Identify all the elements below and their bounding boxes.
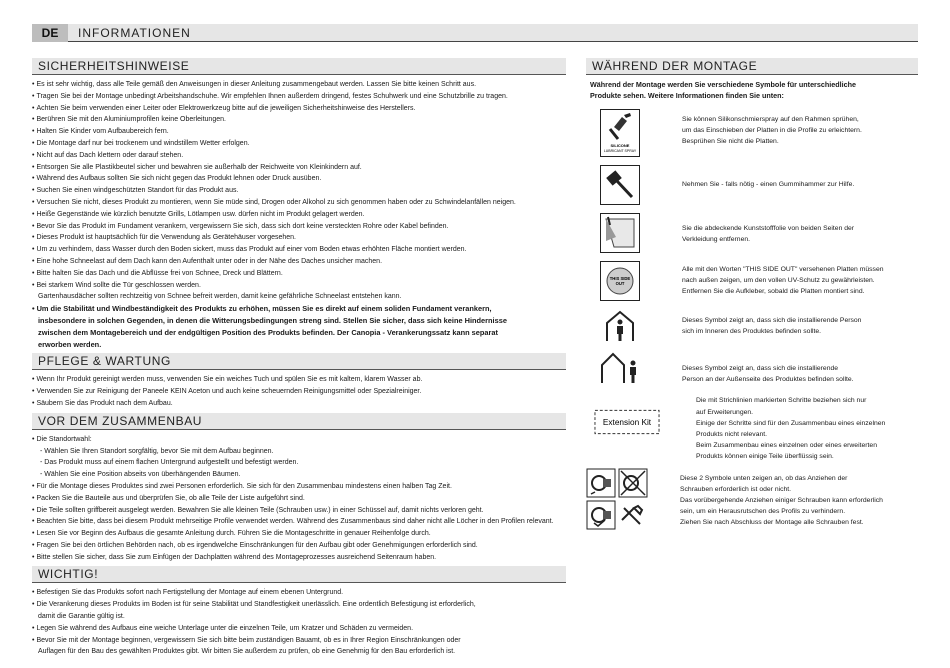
extension-kit-icon <box>594 395 660 435</box>
list-item: damit die Garantie gültig ist. <box>38 613 125 621</box>
symbol-row-hammer <box>586 165 918 205</box>
list-item: • Lesen Sie vor Beginn des Aufbaus die gesamte Anleitung durch. Führen Sie die Montageschritte in genauer Reihenfolge durch. <box>32 528 566 540</box>
symbol-row-person-outside <box>586 351 918 385</box>
list-item: • Achten Sie beim verwenden einer Leiter oder Elektrowerkzeug bitte auf die jeweiligen Sicherheitshinweise des Herstellers. <box>32 103 566 115</box>
list-item: insbesondere in solchen Gegenden, in denen die Witterungsbedingungen streng sind. Stellen Sie sicher, dass sich keine Hindernisse <box>38 315 507 325</box>
list-item: • Bitte stellen Sie sicher, dass Sie zum Einfügen der Dachplatten während des Montageprozesses ausreichend Seitenraum haben. <box>32 552 566 564</box>
list-item: • Fragen Sie bei den örtlichen Behörden nach, ob es irgendwelche Einschränkungen für den Aufbau gibt oder Genehmigungen erforderlich sind. <box>32 540 566 552</box>
page-title: INFORMATIONEN <box>78 25 191 40</box>
svg-text:Extension Kit: Extension Kit <box>602 418 652 428</box>
list-item: • Die Verankerung dieses Produkts im Boden ist für seine Stabilität und Standfestigkeit unerlässlich. Eine ordentlich Befestigung ist erforderlich, <box>32 599 566 611</box>
care-list <box>32 374 566 409</box>
right-column <box>586 58 918 530</box>
symbol-text-screws: Diese 2 Symbole unten zeigen an, ob das Anziehen der Schrauben erforderlich ist oder nicht. Das vorübergehende Anziehen einiger Schrauben kann erforderlich sein, um ein Herausrutschen des Profils zu verhindern. Ziehen Sie nach Abschluss der Montage alle Schrauben fest. <box>680 474 883 527</box>
symbol-row-screws <box>586 468 918 530</box>
list-item: • Bevor Sie mit der Montage beginnen, vergewissern Sie sich bitte beim zuständigen Bauamt, ob es in Ihrer Region Einschränkungen oder <box>32 635 566 647</box>
section-title-care: PFLEGE & WARTUNG <box>32 353 566 370</box>
protective-film-icon <box>598 213 642 253</box>
before-assembly-list <box>32 434 566 564</box>
list-item: • Packen Sie die Bauteile aus und überprüfen Sie, ob alle Teile der Liste aufgeführt sind. <box>32 493 566 505</box>
silicone-spray-icon <box>598 109 642 157</box>
list-item: zwischen dem Montagebereich und der endgültigen Position des Produkts befinden. Der Canopia - Verankerungssatz kann separat <box>38 327 498 337</box>
list-item: • Tragen Sie bei der Montage unbedingt Arbeitshandschuhe. Wir empfehlen Ihnen außerdem dringend, festes Schuhwerk und eine Schutzbrille zu tragen. <box>32 91 566 103</box>
section-title-before-assembly: VOR DEM ZUSAMMENBAU <box>32 413 566 430</box>
list-item: • Versuchen Sie nicht, dieses Produkt zu montieren, wenn Sie müde sind, Drogen oder Alkohol zu sich genommen haben oder zu Schwindelanfällen neigen. <box>32 197 566 209</box>
list-item: • Säubern Sie das Produkt nach dem Aufbau. <box>32 398 566 410</box>
important-list <box>32 587 566 658</box>
list-item: • Die Teile sollten griffbereit ausgelegt werden. Bewahren Sie alle kleinen Teile (Schrauben usw.) in einer Schüssel auf, damit nichts verloren geht. <box>32 505 566 517</box>
header-bar <box>32 24 918 42</box>
symbol-text-this-side-out: Alle mit den Worten "THIS SIDE OUT" versehenen Platten müssen nach außen zeigen, um den vollen UV-Schutz zu gewährleisten. Entfernen Sie die Aufkleber, sobald die Platten montiert sind. <box>682 266 884 296</box>
list-item: • Berühren Sie mit den Aluminiumprofilen keine Oberleitungen. <box>32 114 566 126</box>
list-item: • Suchen Sie einen windgeschützten Standort für das Produkt aus. <box>32 185 566 197</box>
svg-text:SILICONE: SILICONE <box>610 143 630 148</box>
section-title-during-assembly: WÄHREND DER MONTAGE <box>586 58 918 75</box>
person-outside-icon <box>598 351 642 385</box>
symbol-text-hammer: Nehmen Sie - falls nötig - einen Gummihammer zur Hilfe. <box>682 181 855 188</box>
list-item: Auflagen für den Bau des gewählten Produktes gibt. Wir bitten Sie außerdem zu prüfen, ob eine Genehmig für den Bau erforderlich ist. <box>38 648 456 656</box>
list-item: • Legen Sie während des Aufbaus eine weiche Unterlage unter die einzelnen Teile, um Kratzer und Schäden zu vermeiden. <box>32 623 566 635</box>
list-item: Gartenhausdächer sollten rechtzeitig von Schnee befreit werden, damit keine gefährliche Schneelast entstehen kann. <box>38 293 402 301</box>
list-item: • Bei starkem Wind sollte die Tür geschlossen werden. <box>32 280 566 292</box>
symbol-text-person-outside: Dieses Symbol zeigt an, dass sich die installierende Person an der Außenseite des Produktes befinden sollte. <box>682 365 854 384</box>
section-title-safety: SICHERHEITSHINWEISE <box>32 58 566 75</box>
list-item: • Befestigen Sie das Produkts sofort nach Fertigstellung der Montage auf einem ebenen Untergrund. <box>32 587 566 599</box>
symbols-intro: Während der Montage werden Sie verschiedene Symbole für unterschiedliche Produkte sehen. Weitere Informationen finden Sie unten: <box>590 80 857 100</box>
list-item: • Für die Montage dieses Produktes sind zwei Personen erforderlich. Sie sich für den Zusammenbau mindestens einen halben Tag Zeit. <box>32 481 566 493</box>
symbol-text-person-inside: Dieses Symbol zeigt an, dass sich die installierende Person sich im Inneren des Produktes befinden sollte. <box>682 317 862 336</box>
list-item: erworben werden. <box>38 339 102 349</box>
symbol-row-extension-kit <box>586 395 918 462</box>
list-item: • Bitte halten Sie das Dach und die Abflüsse frei von Schnee, Dreck und Blättern. <box>32 268 566 280</box>
list-item: - Das Produkt muss auf einem flachen Untergrund aufgestellt und befestigt werden. <box>40 459 299 467</box>
list-item: • Die Standortwahl: <box>32 434 566 446</box>
left-column <box>32 58 566 658</box>
symbol-text-film: Sie die abdeckende Kunststofffolie von beiden Seiten der Verkleidung entfernen. <box>682 225 855 244</box>
list-item: - Wählen Sie Ihren Standort sorgfältig, bevor Sie mit dem Aufbau beginnen. <box>40 447 274 455</box>
symbol-row-silicone <box>586 109 918 157</box>
list-item: • Um zu verhindern, dass Wasser durch den Boden sickert, muss das Produkt auf einer vom Boden etwas erhöhten Fläche montiert werden. <box>32 244 566 256</box>
list-item: - Wählen Sie eine Position abseits von überhängenden Bäumen. <box>40 471 241 479</box>
person-inside-icon <box>598 309 642 343</box>
section-title-important: WICHTIG! <box>32 566 566 583</box>
list-item: • Bevor Sie das Produkt im Fundament verankern, vergewissern Sie sich, dass sich dort keine versteckten Rohre oder Kabel befinden. <box>32 221 566 233</box>
list-item: • Während des Aufbaus sollten Sie sich nicht gegen das Produkt lehnen oder Druck ausüben. <box>32 173 566 185</box>
symbol-row-this-side-out <box>586 261 918 301</box>
list-item: • Dieses Produkt ist hauptsächlich für die Verwendung als Gerätehäuser vorgesehen. <box>32 232 566 244</box>
list-item: • Wenn Ihr Produkt gereinigt werden muss, verwenden Sie ein weiches Tuch und spülen Sie es mit kaltem, klarem Wasser ab. <box>32 374 566 386</box>
list-item: • Es ist sehr wichtig, dass alle Teile gemäß den Anweisungen in dieser Anleitung zusammengebaut werden. Lassen Sie bitte keinen Schritt aus. <box>32 79 566 91</box>
rubber-hammer-icon <box>598 165 642 205</box>
list-item: • Beachten Sie bitte, dass bei diesem Produkt mehrseitige Profile verwendet werden. Während des Zusammenbaus sind daher nicht alle Löcher in den Profilen relevant. <box>32 516 566 528</box>
symbol-text-extension-kit: Die mit Strichlinien markierten Schritte beziehen sich nur auf Erweiterungen. Einige der Schritte sind für den Zusammenbau eines einzelnen Produkts nicht relevant. Beim Zusammenbau eines einzelnen oder eines erweiterten Produkts können einige Teile überflüssig sein. <box>696 397 886 461</box>
language-badge: DE <box>32 24 68 42</box>
symbol-text-silicone: Sie können Silikonschmierspray auf den Rahmen sprühen, um das Einschieben der Platten in die Profile zu erleichtern. Besprühen Sie nicht die Platten. <box>682 116 862 146</box>
list-item: • Entsorgen Sie alle Plastikbeutel sicher und bewahren sie außerhalb der Reichweite von Kleinkindern auf. <box>32 162 566 174</box>
safety-list <box>32 79 566 350</box>
svg-text:LUBRICANT SPRAY: LUBRICANT SPRAY <box>603 149 637 153</box>
screw-tighten-icon <box>586 468 648 530</box>
list-item: • Eine hohe Schneelast auf dem Dach kann den Aufenthalt unter oder in der Nähe des Daches unsicher machen. <box>32 256 566 268</box>
list-item: • Heiße Gegenstände wie kürzlich benutzte Grills, Lötlampen usw. dürfen nicht im Produkt gelagert werden. <box>32 209 566 221</box>
svg-text:OUT: OUT <box>615 281 625 286</box>
list-item: • Um die Stabilität und Windbeständigkeit des Produkts zu erhöhen, müssen Sie es direkt auf einem soliden Fundament verankern, <box>32 303 566 315</box>
svg-text:THIS SIDE: THIS SIDE <box>609 276 631 281</box>
list-item: • Die Montage darf nur bei trockenem und windstillem Wetter erfolgen. <box>32 138 566 150</box>
this-side-out-sticker-icon <box>598 261 642 301</box>
list-item: • Nicht auf das Dach klettern oder darauf stehen. <box>32 150 566 162</box>
list-item: • Halten Sie Kinder vom Aufbaubereich fern. <box>32 126 566 138</box>
list-item: • Verwenden Sie zur Reinigung der Paneele KEIN Aceton und auch keine scheuernden Reinigungsmittel oder Spezialreiniger. <box>32 386 566 398</box>
symbol-row-person-inside <box>586 309 918 343</box>
symbol-row-film <box>586 213 918 253</box>
